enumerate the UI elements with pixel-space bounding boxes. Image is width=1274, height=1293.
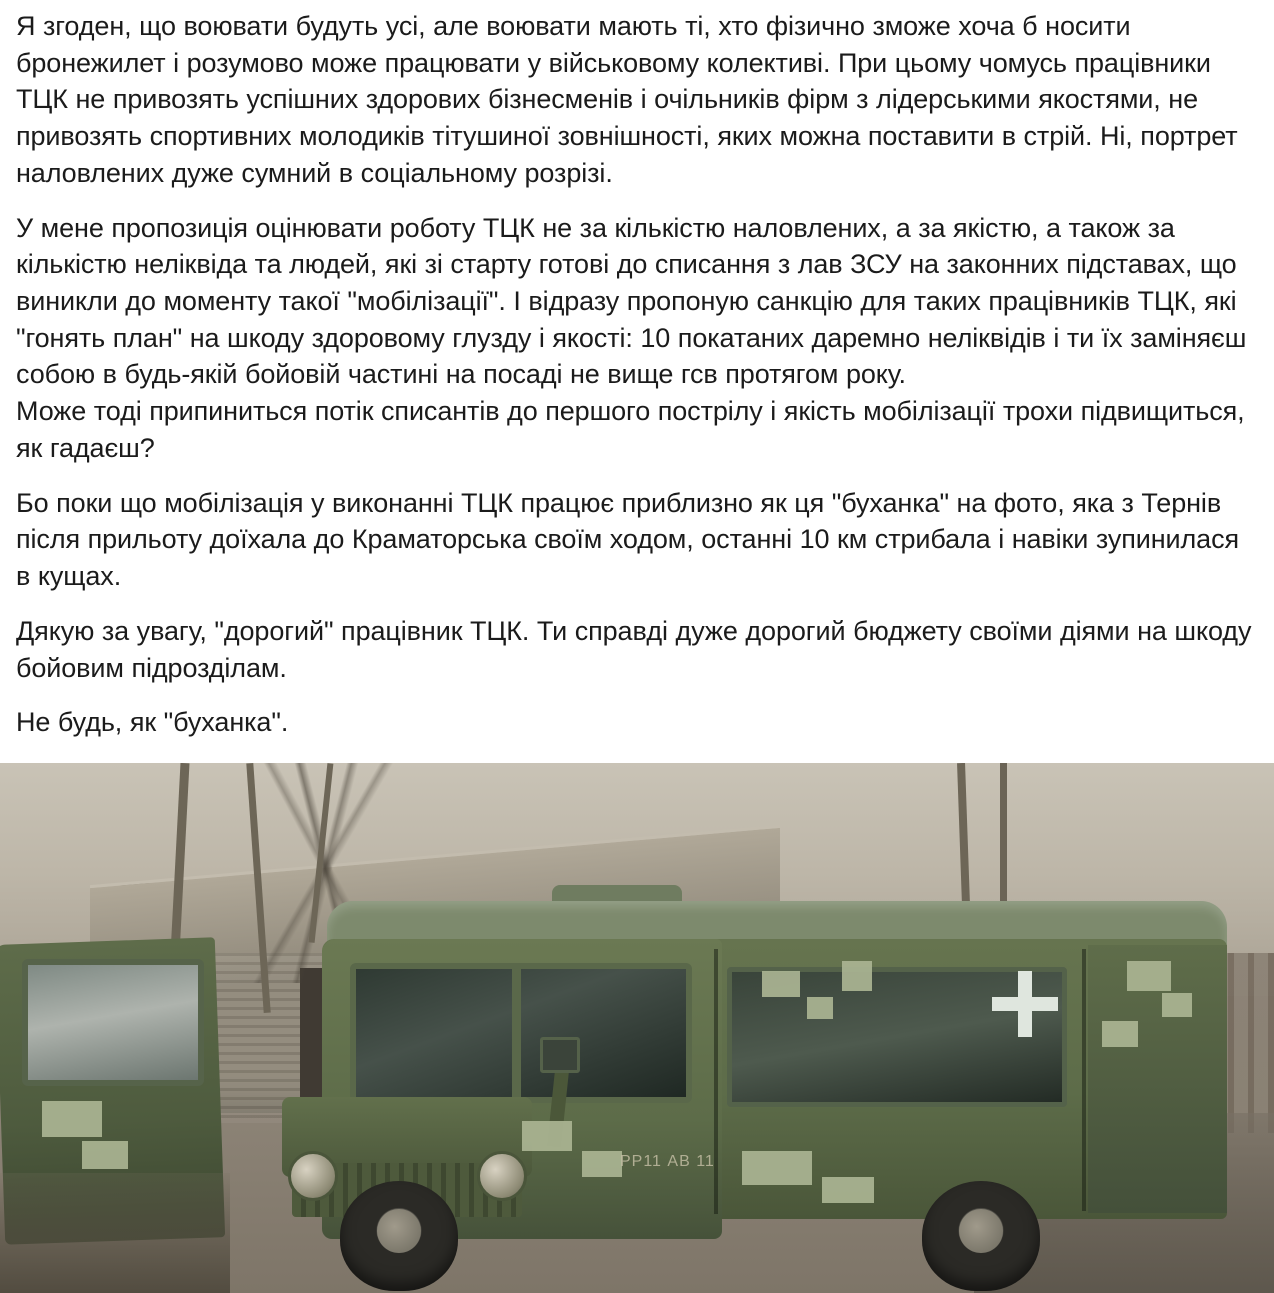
van-headlight-left bbox=[288, 1151, 338, 1201]
van-door-seam-rear bbox=[1082, 949, 1086, 1211]
camo-patch bbox=[582, 1151, 622, 1177]
wheel-hub bbox=[959, 1209, 1003, 1253]
camo-patch bbox=[807, 997, 833, 1019]
uaz-van bbox=[222, 901, 1232, 1293]
wheel-hub bbox=[377, 1209, 421, 1253]
paragraph-3: Може тоді припиниться потік списантів до першого пострілу і якість мобілізації трохи підвищиться, як гадаєш? bbox=[16, 396, 1245, 463]
paragraph-4: Бо поки що мобілізація у виконанні ТЦК працює приблизно як ця "буханка" на фото, яка з Тернів після прильоту доїхала до Краматорська своїм ходом, останні 10 км стрибала і навіки зупинилася в кущах. bbox=[16, 487, 1240, 592]
article-photo bbox=[0, 763, 1274, 1293]
camo-patch bbox=[842, 961, 872, 991]
foreground-bush bbox=[0, 1173, 230, 1293]
paragraph-2: У мене пропозиція оцінювати роботу ТЦК не за кількістю наловлених, а за якістю, а також за кількістю неліквіда та людей, які зі старту готові до списання з лав ЗСУ на законних підставах, що виникли до моменту такої "мобілізації". І відразу пропоную санкцію для таких працівників ТЦК, які "гонять план" на шкоду здоровому глузду і якості: 10 покатаних даремно неліквідів і ти їх заміняєш собою в будь-якій бойовій частині на посаді не вище гсв протягом року. bbox=[16, 212, 1247, 390]
van-front-wheel bbox=[340, 1181, 458, 1291]
cross-marking-icon bbox=[992, 971, 1058, 1037]
van-open-door-window bbox=[22, 959, 204, 1086]
article-photo-wrapper bbox=[0, 763, 1274, 1293]
van-plate-text: РР11 АВ 11 bbox=[620, 1152, 715, 1170]
camo-patch bbox=[762, 971, 800, 997]
van-windshield bbox=[350, 963, 692, 1103]
camo-patch bbox=[82, 1141, 128, 1169]
van-mirror-glass bbox=[540, 1037, 580, 1073]
van-door-seam-front bbox=[714, 949, 718, 1214]
camo-patch bbox=[42, 1101, 102, 1137]
camo-patch bbox=[1162, 993, 1192, 1017]
windshield-divider bbox=[512, 963, 521, 1103]
camo-patch bbox=[522, 1121, 572, 1151]
camo-patch bbox=[1127, 961, 1171, 991]
camo-patch bbox=[822, 1177, 874, 1203]
camo-patch bbox=[742, 1151, 812, 1185]
paragraph-5: Дякую за увагу, "дорогий" працівник ТЦК. Ти справді дуже дорогий бюджету своїми діями на шкоду бойовим підрозділам. bbox=[16, 615, 1252, 683]
van-headlight-right bbox=[477, 1151, 527, 1201]
paragraph-6: Не будь, як "буханка". bbox=[16, 707, 289, 738]
paragraph-1: Я згоден, що воювати будуть усі, але воювати мають ті, хто фізично зможе хоча б носити бронежилет і розумово може працювати у військовому колективі. При цьому чомусь працівники ТЦК не привозять успішних здорових бізнесменів і очільників фірм з лідерськими якостями, не привозять спортивних молодиків тітушиної зовнішності, яких можна поставити в стрій. Ні, портрет наловлених дуже сумний в соціальному розрізі. bbox=[16, 11, 1238, 188]
van-rear-wheel bbox=[922, 1181, 1040, 1291]
camo-patch bbox=[1102, 1021, 1138, 1047]
